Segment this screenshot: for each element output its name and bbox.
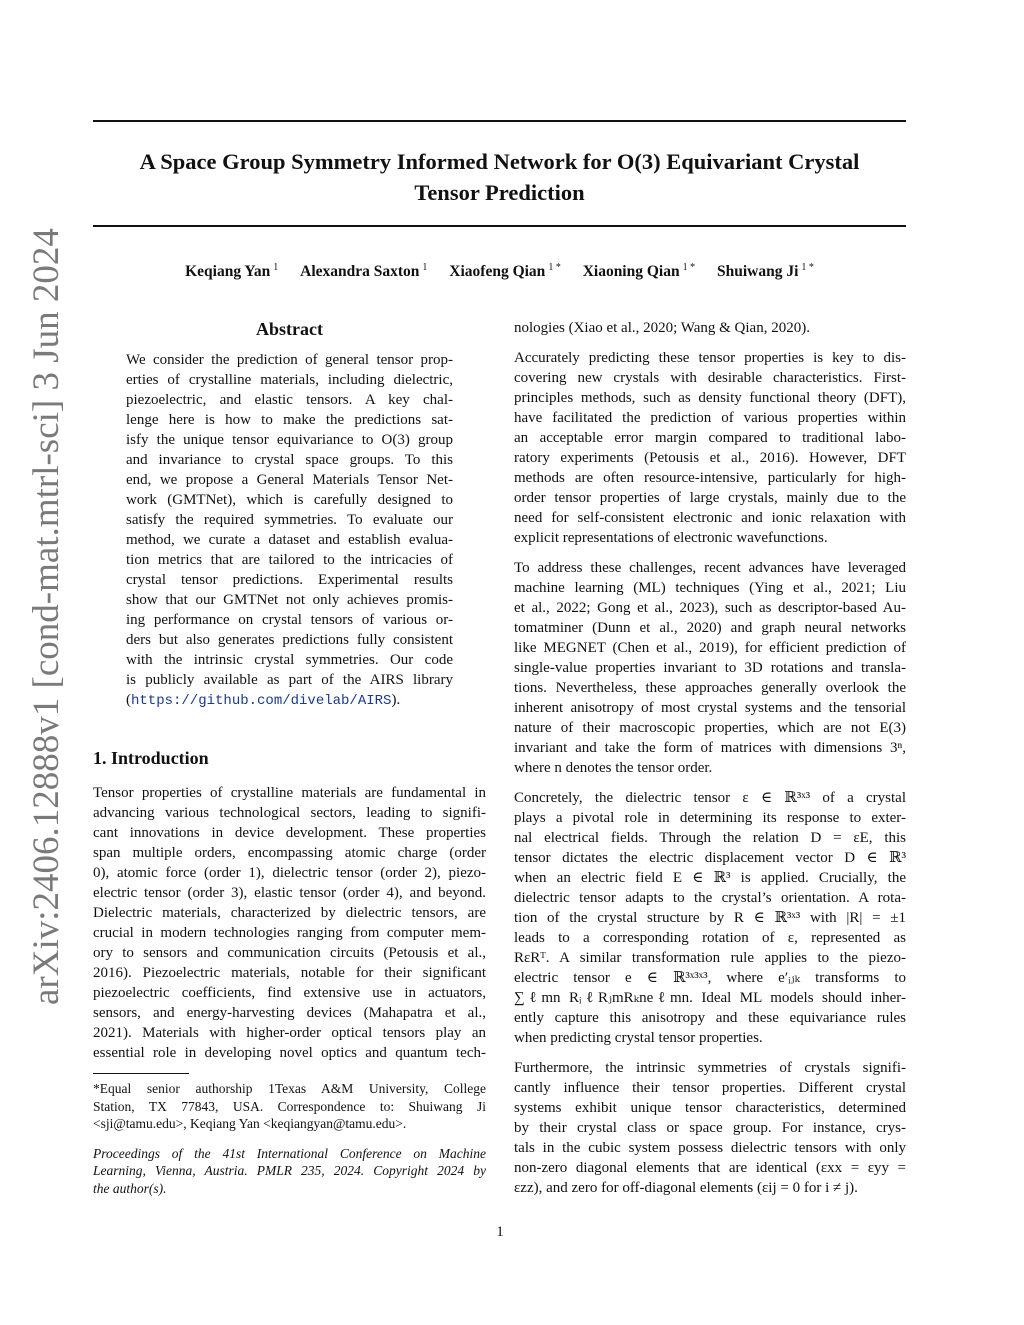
author-affiliation: 1 (273, 262, 279, 273)
left-column (93, 318, 486, 1197)
author-name: Alexandra Saxton (300, 263, 420, 281)
footnote (93, 1080, 486, 1133)
abstract-text (126, 350, 453, 711)
intro-line: Dielectric materials, characterized by dielectric tensors, are (93, 905, 486, 921)
text-line: by their crystal class or space group. For instance, crys- (514, 1120, 906, 1136)
footnote-line: *Equal senior authorship 1Texas A&M University, College (93, 1081, 486, 1096)
text-line: nologies (Xiao et al., 2020; Wang & Qian, 2020). (514, 320, 810, 336)
link-paren: ( (126, 692, 131, 708)
author-name: Xiaofeng Qian (449, 263, 546, 281)
paragraph (514, 348, 906, 548)
text-line: tions. Nevertheless, these approaches generally overlook the (514, 680, 906, 696)
abstract-line (126, 690, 453, 711)
proceedings-line: Proceedings of the 41st International Conference on Machine (93, 1145, 486, 1161)
paragraph (514, 558, 906, 778)
intro-line: piezoelectric coefficients, find extensive use in actuators, (93, 985, 486, 1001)
abstract-line: crystal tensor predictions. Experimental results (126, 572, 453, 588)
text-line: ratory experiments (Petousis et al., 2016). However, DFT (514, 450, 906, 466)
author-name: Xiaoning Qian (582, 263, 680, 281)
abstract-line: is publicly available as part of the AIRS library (126, 672, 453, 688)
text-line: plays a pivotal role in determining its response to exter- (514, 810, 906, 826)
text-line: et al., 2022; Gong et al., 2023), such as descriptor-based Au- (514, 600, 906, 616)
text-line: tensor dictates the electric displacement vector D ∈ ℝ³ (514, 850, 906, 866)
text-line: tals in the cubic system possess dielectric tensors with only (514, 1140, 906, 1156)
text-line: order tensor properties of large crystals, mainly due to the (514, 490, 906, 506)
abstract-line: satisfy the required symmetries. To evaluate our (126, 512, 453, 528)
paper-title (93, 146, 906, 208)
proceedings-line: the author(s). (93, 1180, 167, 1196)
text-line: have facilitated the prediction of various properties within (514, 410, 906, 426)
abstract-line: method, we curate a dataset and establish evalua- (126, 532, 453, 548)
intro-line: essential role in developing novel optics and quantum tech- (93, 1045, 486, 1061)
title-rule-bottom (93, 225, 906, 227)
footnote-line: Station, TX 77843, USA. Correspondence to: Shuiwang Ji (93, 1098, 486, 1114)
author (449, 263, 561, 280)
title-line: A Space Group Symmetry Informed Network for O(3) Equivariant Crystal (139, 149, 860, 174)
text-line: when predicting crystal tensor properties. (514, 1030, 763, 1046)
author-name: Shuiwang Ji (716, 263, 799, 281)
text-line: where n denotes the tensor order. (514, 760, 713, 776)
author (185, 263, 278, 280)
text-line: covering new crystals with desirable characteristics. First- (514, 370, 906, 386)
abstract-line: erties of crystalline materials, including dielectric, (126, 372, 453, 388)
paragraph (514, 1058, 906, 1198)
link-paren: ). (391, 692, 401, 708)
abstract-body (126, 350, 453, 711)
footnote-line: <sji@tamu.edu>, Keqiang Yan <keqiangyan@tamu.edu>. (93, 1116, 407, 1131)
abstract-heading: Abstract (256, 319, 323, 339)
intro-line: span multiple orders, encompassing atomic charge (order (93, 845, 486, 861)
intro-line: advancing various technological sectors, leading to signifi- (93, 805, 486, 821)
abstract-line: We consider the prediction of general tensor prop- (126, 352, 453, 368)
abstract-line: with the intrinsic crystal symmetries. Our code (126, 652, 453, 668)
proceedings-line: Learning, Vienna, Austria. PMLR 235, 2024. Copyright 2024 by (93, 1163, 486, 1178)
text-line: systems exhibit unique tensor characteristics, determined (514, 1100, 906, 1116)
text-line: tomatminer (Dunn et al., 2020) and graph neural networks (514, 620, 906, 636)
paragraph (514, 788, 906, 1048)
abstract-line: end, we propose a General Materials Tensor Net- (126, 472, 453, 488)
text-line: invariant and take the form of matrices with dimensions 3ⁿ, (514, 740, 906, 756)
text-line: explicit representations of electronic wavefunctions. (514, 530, 828, 546)
text-line: To address these challenges, recent advances have leveraged (514, 560, 906, 576)
abstract-line: work (GMTNet), which is carefully designed to (126, 492, 453, 508)
intro-line: Tensor properties of crystalline materials are fundamental in (93, 785, 486, 801)
paragraph (514, 318, 906, 338)
abstract-line: ing performance on crystal tensors of various or- (126, 612, 453, 628)
intro-line: crucial in modern technologies ranging from computer mem- (93, 925, 486, 941)
text-line: when an electric field E ∈ ℝ³ is applied. Crucially, the (514, 870, 906, 886)
page-number: 1 (496, 1224, 504, 1240)
author (717, 263, 814, 280)
footnote-rule (93, 1073, 189, 1074)
author-affiliation: 1 (422, 262, 428, 273)
text-line: inherent anisotropy of most crystal systems and the tensorial (514, 700, 906, 716)
text-line: nal electrical fields. Through the relation D = εE, this (514, 830, 906, 846)
abstract-line: lenge here is how to make the predictions sat- (126, 412, 453, 428)
section-heading-introduction: 1. Introduction (93, 748, 209, 768)
text-line: nature of their macroscopic properties, which are not E(3) (514, 720, 906, 736)
author-list (93, 262, 906, 281)
text-line: RεRᵀ. A similar transformation rule applies to the piezo- (514, 950, 906, 966)
arxiv-identifier-stamp: arXiv:2406.12888v1 [cond-mat.mtrl-sci] 3 Jun 2024 (26, 228, 67, 1005)
title-line: Tensor Prediction (414, 180, 585, 205)
right-column (514, 318, 906, 1208)
proceedings-note (93, 1145, 486, 1198)
author (583, 263, 695, 280)
intro-line: 2021). Materials with higher-order optical tensors play an (93, 1025, 486, 1041)
abstract-line: ders but also generates predictions fully consistent (126, 632, 453, 648)
intro-line: 2016). Piezoelectric materials, notable for their significant (93, 965, 486, 981)
abstract-line: tion metrics that are tailored to the intricacies of (126, 552, 453, 568)
text-line: dielectric tensor adapts to the crystal’s orientation. A rota- (514, 890, 906, 906)
text-line: cantly influence their tensor properties. Different crystal (514, 1080, 906, 1096)
intro-line: sensors, and energy-harvesting devices (Mahapatra et al., (93, 1005, 486, 1021)
text-line: leads to a corresponding rotation of ε, represented as (514, 930, 906, 946)
intro-line: cant innovations in device development. These properties (93, 825, 486, 841)
text-line: ∑ℓmn RᵢℓRⱼmRₖnеℓmn. Ideal ML models should inher- (514, 990, 906, 1006)
title-rule-top (93, 120, 906, 122)
text-line: an acceptable error margin compared to traditional labo- (514, 430, 906, 446)
author-affiliation: 1 * (801, 262, 814, 273)
author-affiliation: 1 * (682, 262, 696, 273)
text-line: Concretely, the dielectric tensor ε ∈ ℝ³ˣ³ of a crystal (514, 790, 906, 806)
author-name: Keqiang Yan (185, 263, 271, 281)
intro-paragraph (93, 783, 486, 1063)
github-link[interactable]: https://github.com/divelab/AIRS (131, 693, 392, 709)
author (300, 263, 427, 280)
text-line: single-value properties invariant to 3D rotations and transla- (514, 660, 906, 676)
author-affiliation: 1 * (548, 262, 561, 273)
abstract-line: and invariance to crystal space groups. To this (126, 452, 453, 468)
text-line: Furthermore, the intrinsic symmetries of crystals signifi- (514, 1060, 906, 1076)
text-line: like MEGNET (Chen et al., 2019), for efficient prediction of (514, 640, 906, 656)
text-line: methods are often resource-intensive, particularly for high- (514, 470, 906, 486)
text-line: εzz), and zero for off-diagonal elements (εij = 0 for i ≠ j). (514, 1180, 858, 1196)
text-line: tion of the crystal structure by R ∈ ℝ³ˣ³ with |R| = ±1 (514, 910, 906, 926)
text-line: Accurately predicting these tensor properties is key to dis- (514, 350, 906, 366)
text-line: principles methods, such as density functional theory (DFT), (514, 390, 906, 406)
abstract-line: show that our GMTNet not only achieves promis- (126, 592, 453, 608)
intro-line: 0), atomic force (order 1), dielectric tensor (order 2), piezo- (93, 865, 486, 881)
abstract-line: isfy the unique tensor equivariance to O(3) group (126, 432, 453, 448)
text-line: non-zero diagonal elements that are identical (εxx = εyy = (514, 1160, 906, 1176)
text-line: need for self-consistent electronic and ionic relaxation with (514, 510, 906, 526)
abstract-line: piezoelectric, and elastic tensors. A key chal- (126, 392, 453, 408)
text-line: machine learning (ML) techniques (Ying et al., 2021; Liu (514, 580, 906, 596)
intro-line: electric tensor (order 3), elastic tensor (order 4), and beyond. (93, 885, 486, 901)
text-line: electric tensor e ∈ ℝ³ˣ³ˣ³, where e′ᵢⱼₖ transforms to (514, 970, 906, 986)
text-line: ently capture this anisotropy and these equivariance rules (514, 1010, 906, 1026)
intro-line: ory to sensors and communication circuits (Petousis et al., (93, 945, 486, 961)
